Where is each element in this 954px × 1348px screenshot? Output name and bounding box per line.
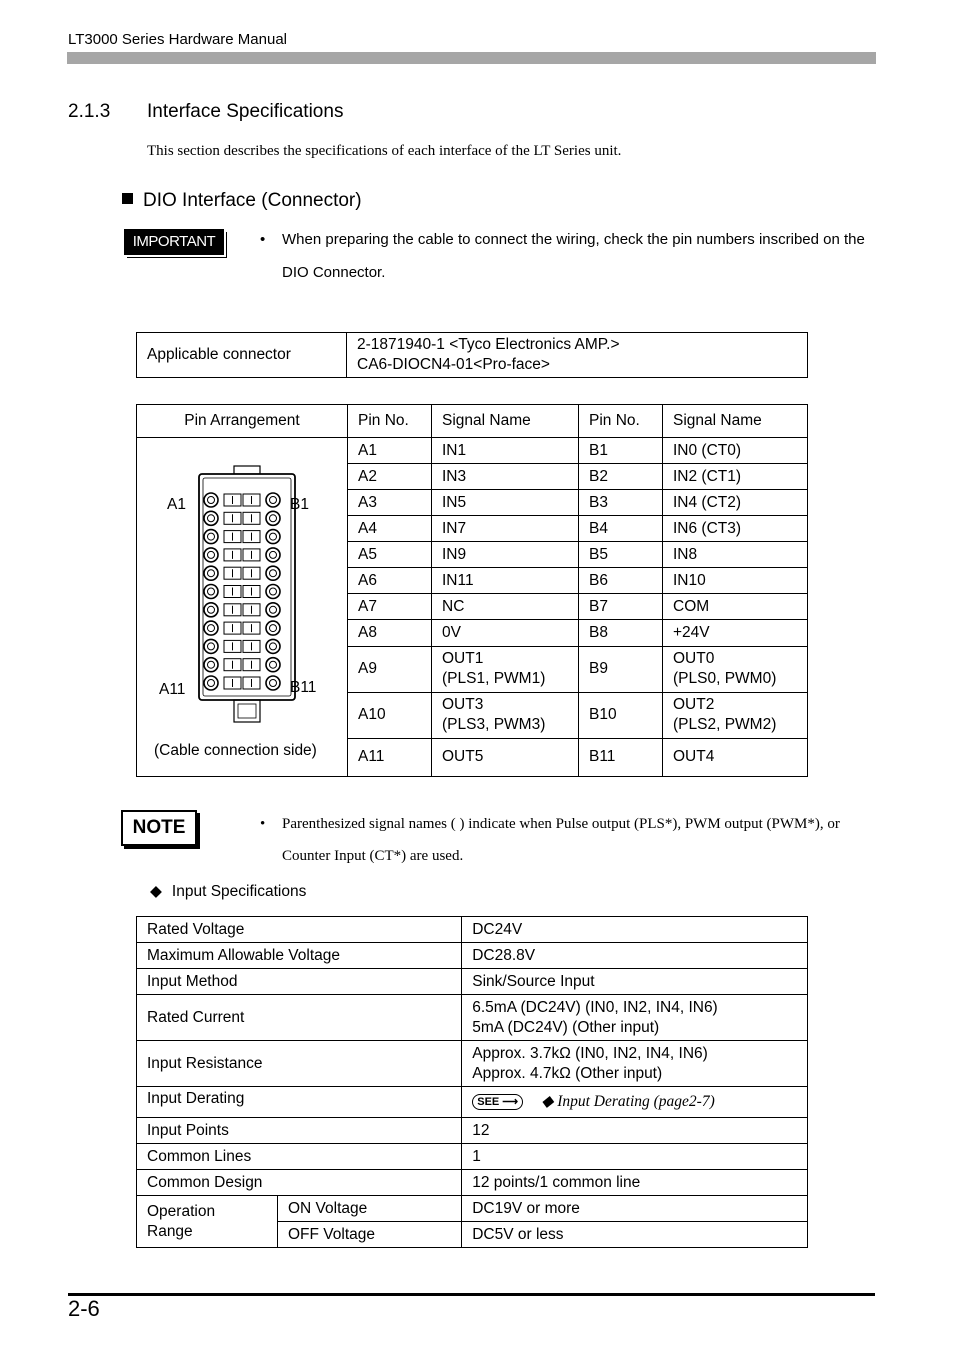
note-bullet: • Parenthesized signal names ( ) indicate when Pulse output (PLS*), PWM output (PWM*), or Counter Input (CT*) are used. — [260, 816, 840, 864]
pin-b: B3 — [579, 490, 663, 516]
label-b1: B1 — [290, 496, 309, 513]
signal-a: NC — [432, 594, 579, 620]
pin-b: B11 — [579, 738, 663, 776]
connector-label: Applicable connector — [137, 333, 347, 378]
spec-label: Common Design — [137, 1170, 462, 1196]
input-derating-link[interactable]: ◆ Input Derating (page2-7) — [541, 1093, 715, 1110]
input-spec-table — [136, 916, 808, 1248]
signal-a: OUT5 — [432, 738, 579, 776]
signal-b: IN2 (CT1) — [663, 464, 808, 490]
label-b11: B11 — [290, 679, 317, 696]
pin-a: A7 — [348, 594, 432, 620]
col-pin-arrangement: Pin Arrangement — [137, 405, 348, 438]
label-a11: A11 — [159, 681, 186, 698]
square-bullet-icon — [122, 193, 133, 204]
pin-a: A10 — [348, 692, 432, 738]
important-badge: IMPORTANT — [124, 229, 224, 255]
spec-value: 6.5mA (DC24V) (IN0, IN2, IN4, IN6) 5mA (DC24V) (Other input) — [462, 995, 808, 1041]
footer-line — [68, 1293, 875, 1296]
note-badge: NOTE — [121, 810, 197, 846]
section-title: Interface Specifications — [147, 101, 344, 122]
pin-b: B10 — [579, 692, 663, 738]
pin-a: A9 — [348, 646, 432, 692]
pin-b: B5 — [579, 542, 663, 568]
pin-b: B8 — [579, 620, 663, 646]
page-number: 2-6 — [68, 1296, 100, 1321]
pin-a: A8 — [348, 620, 432, 646]
spec-label: Rated Voltage — [137, 917, 462, 943]
pin-b: B6 — [579, 568, 663, 594]
signal-b: IN8 — [663, 542, 808, 568]
col-signal-b: Signal Name — [663, 405, 808, 438]
spec-label: Input Derating — [137, 1087, 462, 1118]
spec-label: Input Points — [137, 1118, 462, 1144]
manual-title: LT3000 Series Hardware Manual — [68, 31, 288, 48]
important-bullet: • When preparing the cable to connect the wiring, check the pin numbers inscribed on the DIO Connector. — [260, 231, 865, 281]
pin-table — [136, 404, 808, 777]
signal-a: IN9 — [432, 542, 579, 568]
signal-a: IN3 — [432, 464, 579, 490]
pin-b: B7 — [579, 594, 663, 620]
spec-label: Common Lines — [137, 1144, 462, 1170]
pin-a: A6 — [348, 568, 432, 594]
spec-label: Input Resistance — [137, 1041, 462, 1087]
pin-b: B1 — [579, 438, 663, 464]
spec-label: Input Method — [137, 969, 462, 995]
on-voltage-value: DC19V or more — [462, 1196, 808, 1222]
signal-b: IN4 (CT2) — [663, 490, 808, 516]
signal-a: OUT3 (PLS3, PWM3) — [432, 692, 579, 738]
spec-value: 12 — [462, 1118, 808, 1144]
col-pin-no-a: Pin No. — [348, 405, 432, 438]
pin-b: B2 — [579, 464, 663, 490]
pin-a: A5 — [348, 542, 432, 568]
pin-a: A1 — [348, 438, 432, 464]
dio-heading: DIO Interface (Connector) — [122, 190, 362, 212]
dio-connector-diagram — [137, 438, 347, 776]
signal-a: IN5 — [432, 490, 579, 516]
spec-label: Rated Current — [137, 995, 462, 1041]
operation-range-label: Operation Range — [137, 1196, 278, 1248]
pin-a: A11 — [348, 738, 432, 776]
see-reference-icon[interactable]: SEE ⟶ — [472, 1094, 523, 1110]
signal-b: IN6 (CT3) — [663, 516, 808, 542]
signal-a: IN11 — [432, 568, 579, 594]
signal-a: 0V — [432, 620, 579, 646]
pin-a: A4 — [348, 516, 432, 542]
col-pin-no-b: Pin No. — [579, 405, 663, 438]
spec-label: Maximum Allowable Voltage — [137, 943, 462, 969]
off-voltage-value: DC5V or less — [462, 1222, 808, 1248]
signal-b: IN10 — [663, 568, 808, 594]
signal-a: IN7 — [432, 516, 579, 542]
spec-value: DC24V — [462, 917, 808, 943]
connector-table — [136, 332, 808, 378]
spec-value: 1 — [462, 1144, 808, 1170]
signal-a: IN1 — [432, 438, 579, 464]
diamond-bullet-icon: ◆ — [150, 883, 162, 900]
diagram-caption: (Cable connection side) — [154, 742, 317, 759]
pin-b: B9 — [579, 646, 663, 692]
col-signal-a: Signal Name — [432, 405, 579, 438]
spec-value: DC28.8V — [462, 943, 808, 969]
signal-b: COM — [663, 594, 808, 620]
signal-a: OUT1 (PLS1, PWM1) — [432, 646, 579, 692]
label-a1: A1 — [167, 496, 186, 513]
on-voltage-label: ON Voltage — [278, 1196, 462, 1222]
pin-b: B4 — [579, 516, 663, 542]
off-voltage-label: OFF Voltage — [278, 1222, 462, 1248]
header-bar — [67, 52, 876, 64]
spec-value: Approx. 3.7kΩ (IN0, IN2, IN4, IN6) Approx. 4.7kΩ (Other input) — [462, 1041, 808, 1087]
input-spec-heading: ◆ Input Specifications — [150, 883, 307, 900]
section-intro: This section describes the specifications of each interface of the LT Series unit. — [147, 143, 622, 159]
section-number: 2.1.3 — [68, 101, 111, 122]
signal-b: OUT4 — [663, 738, 808, 776]
signal-b: +24V — [663, 620, 808, 646]
connector-value: 2-1871940-1 <Tyco Electronics AMP.> CA6-DIOCN4-01<Pro-face> — [347, 333, 808, 378]
pin-a: A3 — [348, 490, 432, 516]
signal-b: IN0 (CT0) — [663, 438, 808, 464]
spec-value: 12 points/1 common line — [462, 1170, 808, 1196]
signal-b: OUT2 (PLS2, PWM2) — [663, 692, 808, 738]
signal-b: OUT0 (PLS0, PWM0) — [663, 646, 808, 692]
spec-value: Sink/Source Input — [462, 969, 808, 995]
spec-value — [462, 1087, 808, 1118]
pin-a: A2 — [348, 464, 432, 490]
pin-arrangement-cell — [137, 438, 348, 777]
